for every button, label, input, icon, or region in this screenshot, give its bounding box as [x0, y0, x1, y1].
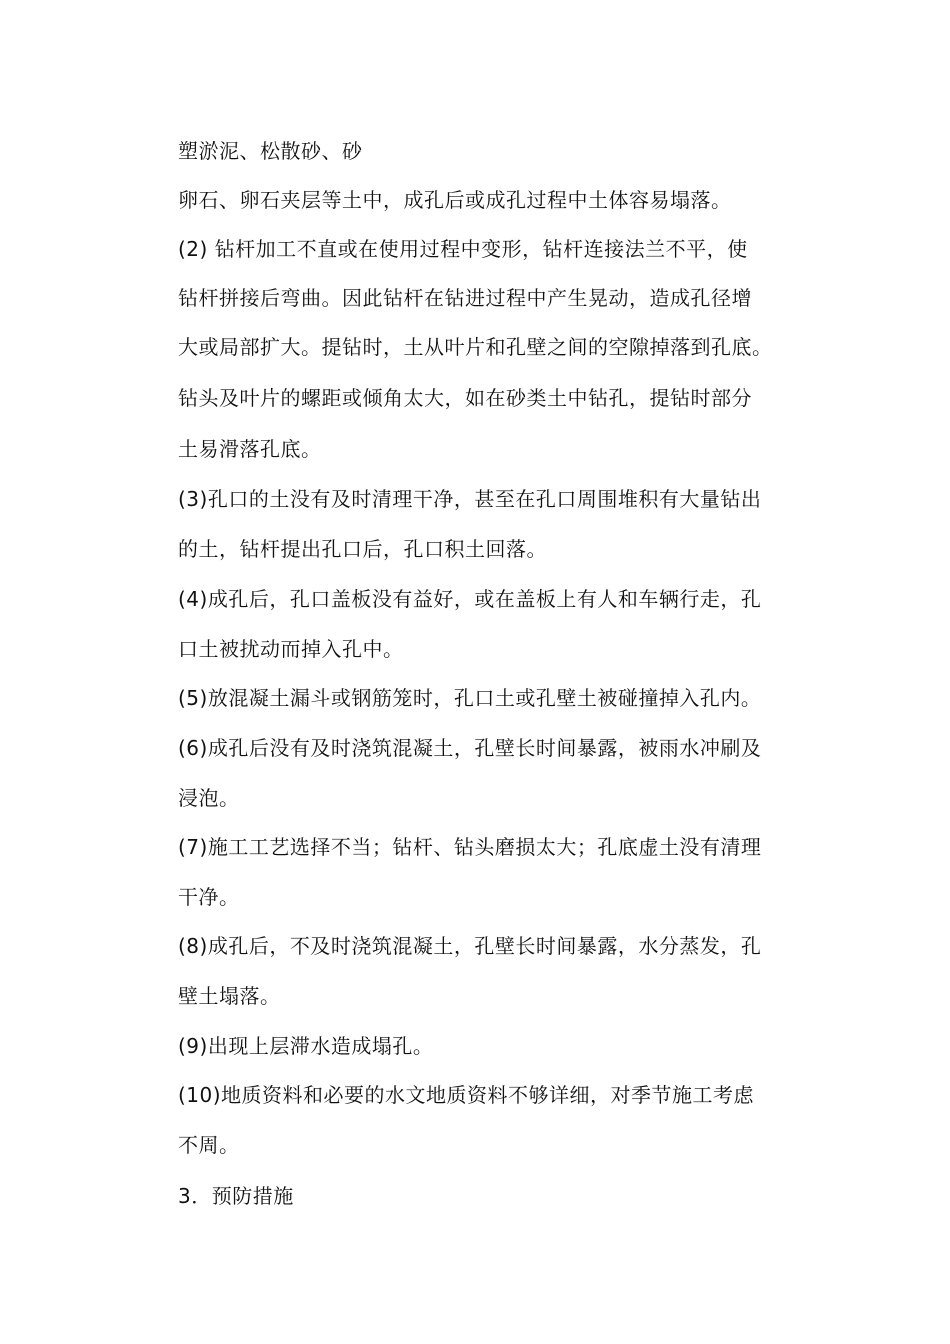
section-heading: 3．预防措施	[178, 1184, 294, 1208]
text-line: (4)成孔后，孔口盖板没有益好，或在盖板上有人和车辆行走，孔	[178, 587, 762, 611]
text-line: (9)出现上层滞水造成塌孔。	[178, 1034, 434, 1058]
text-line: (3)孔口的土没有及时清理干净，甚至在孔口周围堆积有大量钻出	[178, 487, 762, 511]
text-line: 浸泡。	[178, 786, 240, 810]
text-line: 土易滑落孔底。	[178, 437, 322, 461]
text-line: 钻杆拼接后弯曲。因此钻杆在钻进过程中产生晃动，造成孔径增	[178, 286, 752, 310]
text-line: (7)施工工艺选择不当；钻杆、钻头磨损太大；孔底虚土没有清理	[178, 835, 762, 859]
text-line: 卵石、卵石夹层等土中，成孔后或成孔过程中土体容易塌落。	[178, 188, 732, 212]
text-line: 口土被扰动而掉入孔中。	[178, 637, 404, 661]
text-line: 的土，钻杆提出孔口后，孔口积土回落。	[178, 537, 547, 561]
text-line: 塑淤泥、松散砂、砂	[178, 139, 363, 163]
text-line: 钻头及叶片的螺距或倾角太大，如在砂类土中钻孔，提钻时部分	[178, 386, 752, 410]
text-line: 不周。	[178, 1133, 240, 1157]
text-line: (10)地质资料和必要的水文地质资料不够详细，对季节施工考虑	[178, 1083, 755, 1107]
text-line: (6)成孔后没有及时浇筑混凝土，孔壁长时间暴露，被雨水冲刷及	[178, 736, 762, 760]
text-line: (8)成孔后，不及时浇筑混凝土，孔壁长时间暴露，水分蒸发，孔	[178, 934, 762, 958]
text-line: 大或局部扩大。提钻时，土从叶片和孔壁之间的空隙掉落到孔底。	[178, 335, 773, 359]
text-line: 干净。	[178, 885, 240, 909]
text-line: 壁土塌落。	[178, 984, 281, 1008]
text-line: (2) 钻杆加工不直或在使用过程中变形，钻杆连接法兰不平，使	[178, 237, 748, 261]
text-line: (5)放混凝土漏斗或钢筋笼时，孔口土或孔壁土被碰撞掉入孔内。	[178, 686, 762, 710]
